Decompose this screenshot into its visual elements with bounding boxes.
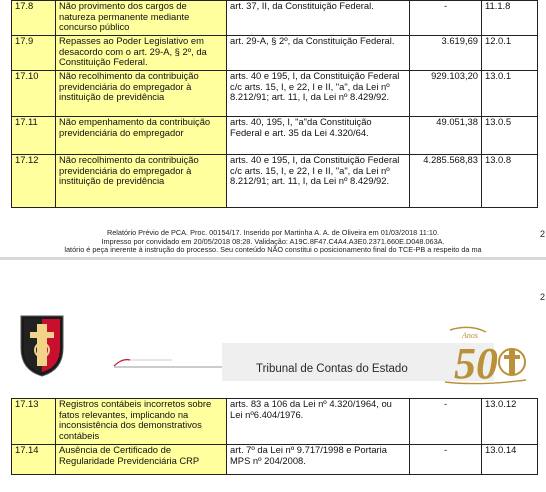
row-id: 17.14 bbox=[12, 445, 56, 475]
row-id: 17.8 bbox=[12, 1, 56, 36]
table-row bbox=[12, 445, 538, 475]
row-value: 49.051,38 bbox=[410, 117, 482, 155]
institution-title: Tribunal de Contas do Estado bbox=[256, 363, 408, 375]
table-row bbox=[12, 36, 538, 71]
table-row bbox=[12, 1, 538, 36]
row-id: 17.13 bbox=[12, 399, 56, 445]
row-value: - bbox=[410, 399, 482, 445]
page-footer bbox=[0, 229, 546, 255]
row-description: Não recolhimento da contribuição previdenciária do empregador à instituição de previdência bbox=[56, 71, 227, 117]
emblem-number-text: 50 bbox=[454, 339, 498, 386]
row-id: 17.11 bbox=[12, 117, 56, 155]
table-row bbox=[12, 117, 538, 155]
row-id: 17.9 bbox=[12, 36, 56, 71]
row-code: 13.0.8 bbox=[482, 155, 538, 208]
row-description: Não provimento dos cargos de natureza permanente mediante concurso público bbox=[56, 1, 227, 36]
row-code: 13.0.5 bbox=[482, 117, 538, 155]
coat-of-arms-icon bbox=[19, 314, 65, 378]
page-number-mark: 2 bbox=[539, 292, 545, 302]
row-legal-basis: art. 37, II, da Constituição Federal. bbox=[227, 1, 410, 36]
row-id: 17.12 bbox=[12, 155, 56, 208]
irregularities-table-top bbox=[11, 0, 538, 208]
row-legal-basis: arts. 40 e 195, I, da Constituição Federal c/c arts. 15, I, e 22, I e II, "a", da Lei nº 8.212/91; art. 11, I, da Lei nº 8.429/92. bbox=[227, 155, 410, 208]
row-value: - bbox=[410, 445, 482, 475]
footer-line-disclaimer: latório é peça inerente à instrução do processo. Seu conteúdo NÃO constitui o posicionamento final do TCE-PB a respeito da ma bbox=[64, 245, 482, 255]
row-code: 13.0.1 bbox=[482, 71, 538, 117]
row-value: - bbox=[410, 1, 482, 36]
irregularities-table-bottom bbox=[11, 398, 538, 475]
emblem-anos-text: Anos bbox=[462, 331, 478, 340]
row-description: Não recolhimento da contribuição previdenciária do empregador à instituição de previdência bbox=[56, 155, 227, 208]
decorative-line-icon bbox=[112, 338, 222, 368]
table-row bbox=[12, 71, 538, 117]
page-number-mark: 2 bbox=[539, 229, 545, 239]
footer-line-report: Relatório Prévio de PCA. Proc. 00154/17. Inserido por Martinha A. A. de Oliveira em 01/03/2018 11:10. bbox=[106, 228, 440, 237]
row-value: 3.619,69 bbox=[410, 36, 482, 71]
row-value: 929.103,20 bbox=[410, 71, 482, 117]
footer-line-printed: Impresso por convidado em 20/05/2018 08:28. Validação: A19C.8F47.C4A4.A3E0.2371.660E.D048.063A. bbox=[101, 236, 445, 246]
row-description: Repasses ao Poder Legislativo em desacordo com o art. 29-A, § 2º, da Constituição Federal. bbox=[56, 36, 227, 71]
row-description: Não empenhamento da contribuição previdenciária do empregador bbox=[56, 117, 227, 155]
row-code: 12.0.1 bbox=[482, 36, 538, 71]
anniversary-emblem-icon bbox=[440, 322, 530, 386]
row-description: Ausência de Certificado de Regularidade Previdenciária CRP bbox=[56, 445, 227, 475]
row-legal-basis: arts. 40, 195, I, "a"da Constituição Federal e art. 35 da Lei 4.320/64. bbox=[227, 117, 410, 155]
row-legal-basis: art. 29-A, § 2º, da Constituição Federal. bbox=[227, 36, 410, 71]
row-legal-basis: arts. 83 a 106 da Lei nº 4.320/1964, ou Lei nº6.404/1976. bbox=[227, 399, 410, 445]
table-row bbox=[12, 155, 538, 208]
row-legal-basis: art. 7º da Lei nº 9.717/1998 e Portaria MPS nº 204/2008. bbox=[227, 445, 410, 475]
row-code: 13.0.14 bbox=[482, 445, 538, 475]
page-break bbox=[0, 257, 546, 260]
row-code: 11.1.8 bbox=[482, 1, 538, 36]
row-legal-basis: arts. 40 e 195, I, da Constituição Federal c/c arts. 15, I, e 22, I e II, "a", da Lei nº 8.212/91; art. 11, I, da Lei nº 8.429/92. bbox=[227, 71, 410, 117]
table-row bbox=[12, 399, 538, 445]
row-id: 17.10 bbox=[12, 71, 56, 117]
row-description: Registros contábeis incorretos sobre fatos relevantes, implicando na inconsistência dos demonstrativos contábeis bbox=[56, 399, 227, 445]
row-code: 13.0.12 bbox=[482, 399, 538, 445]
row-value: 4.285.568,83 bbox=[410, 155, 482, 208]
